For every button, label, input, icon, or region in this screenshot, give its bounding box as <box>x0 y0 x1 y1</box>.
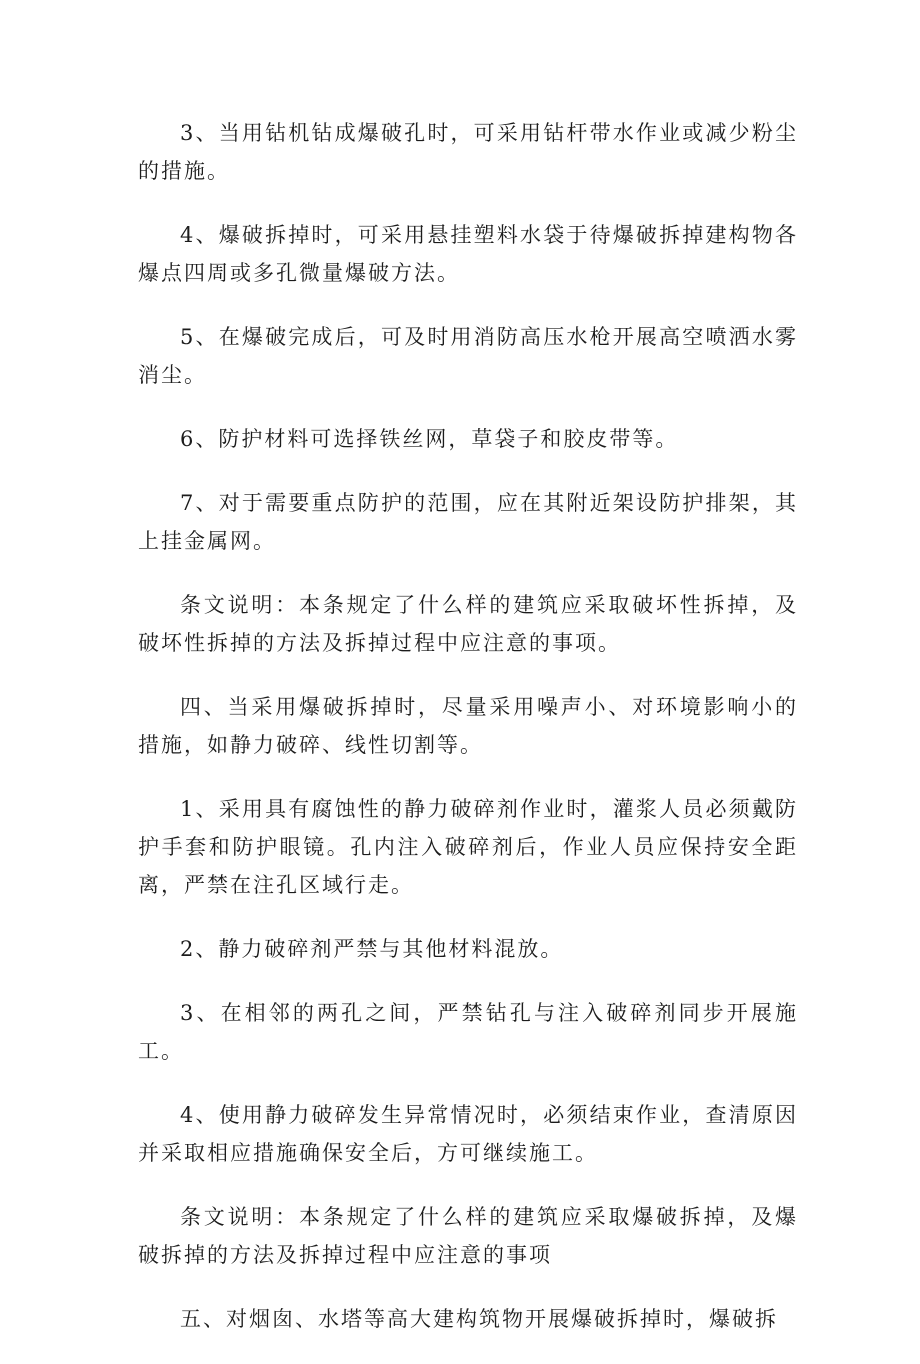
paragraph-item-3-drilling: 3、当用钻机钻成爆破孔时，可采用钻杆带水作业或减少粉尘的措施。 <box>138 121 798 183</box>
paragraph-item-5-water-spray: 5、在爆破完成后，可及时用消防高压水枪开展高空喷洒水雾消尘。 <box>138 325 798 387</box>
paragraph-clause-note-2: 条文说明：本条规定了什么样的建筑应采取爆破拆掉，及爆破拆掉的方法及拆掉过程中应注意的事项 <box>138 1205 798 1267</box>
paragraph-section-5: 五、对烟囱、水塔等高大建构筑物开展爆破拆掉时，爆破拆 <box>180 1307 778 1331</box>
document-body <box>138 114 798 1364</box>
paragraph-item-2-storage: 2、静力破碎剂严禁与其他材料混放。 <box>180 937 564 961</box>
paragraph-section-4: 四、当采用爆破拆掉时，尽量采用噪声小、对环境影响小的措施，如静力破碎、线性切割等。 <box>138 695 798 757</box>
paragraph-item-1-static-agent: 1、采用具有腐蚀性的静力破碎剂作业时，灌浆人员必须戴防护手套和防护眼镜。孔内注入破碎剂后，作业人员应保持安全距离，严禁在注孔区域行走。 <box>138 797 798 897</box>
paragraph-clause-note-1: 条文说明：本条规定了什么样的建筑应采取破坏性拆掉，及破坏性拆掉的方法及拆掉过程中应注意的事项。 <box>138 593 798 655</box>
paragraph-item-6-materials: 6、防护材料可选择铁丝网，草袋子和胶皮带等。 <box>180 427 679 451</box>
paragraph-item-4-water-bags: 4、爆破拆掉时，可采用悬挂塑料水袋于待爆破拆掉建构物各爆点四周或多孔微量爆破方法。 <box>138 223 798 285</box>
paragraph-item-7-protection-frame: 7、对于需要重点防护的范围，应在其附近架设防护排架，其上挂金属网。 <box>138 491 798 553</box>
paragraph-item-3-adjacent-holes: 3、在相邻的两孔之间，严禁钻孔与注入破碎剂同步开展施工。 <box>138 1001 798 1063</box>
paragraph-item-4-abnormal: 4、使用静力破碎发生异常情况时，必须结束作业，查清原因并采取相应措施确保安全后，方可继续施工。 <box>138 1103 798 1165</box>
